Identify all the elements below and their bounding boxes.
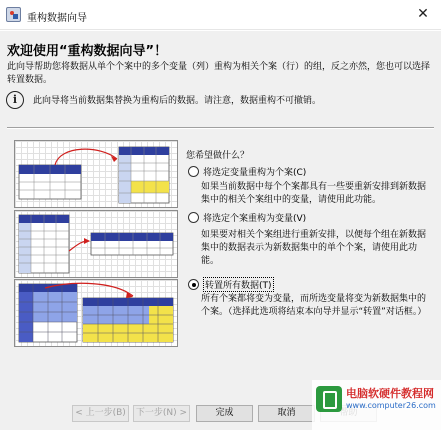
radio-variables-to-cases[interactable] xyxy=(188,166,199,177)
option-variables-to-cases[interactable] xyxy=(188,165,306,178)
page-title: 欢迎使用“重构数据向导”！ xyxy=(7,44,168,59)
watermark-logo-icon xyxy=(316,386,342,412)
option-label-cases-to-variables[interactable]: 将选定个案重构为变量(V) xyxy=(203,214,307,224)
question-label: 您希望做什么？ xyxy=(186,151,250,161)
finish-button[interactable]: 完成 xyxy=(196,405,253,422)
cancel-button[interactable]: 取消 xyxy=(258,405,315,422)
option-label-transpose[interactable]: 转置所有数据(T) xyxy=(203,277,274,292)
illustration-variables-to-cases xyxy=(14,140,178,208)
option-transpose[interactable] xyxy=(188,277,274,292)
separator xyxy=(7,127,434,129)
watermark xyxy=(312,380,441,430)
back-button[interactable]: < 上一步(B) xyxy=(72,405,129,422)
window-title: 重构数据向导 xyxy=(27,13,87,24)
next-button[interactable]: 下一步(N) > xyxy=(133,405,190,422)
wizard-content xyxy=(0,31,441,396)
option-description-transpose: 所有个案都将变为变量，而所选变量将变为新数据集中的个案。（选择此选项将结束本向导并显示“转置”对话框。） xyxy=(201,294,427,317)
title-bar xyxy=(0,0,441,30)
watermark-title: 电脑软硬件教程网 xyxy=(346,387,434,400)
radio-transpose[interactable] xyxy=(188,279,199,290)
intro-text: 此向导帮助您将数据从单个个案中的多个变量（列）重构为相关个案（行）的组，反之亦然，您也可以选择转置数据。 xyxy=(7,62,431,85)
info-text: 此向导将当前数据集替换为重构后的数据。请注意，数据重构不可撤销。 xyxy=(33,96,322,106)
info-icon: i xyxy=(6,91,24,109)
option-cases-to-variables[interactable] xyxy=(188,211,306,224)
option-description-cases-to-variables: 如果要对相关个案组进行重新安排，以便每个组在新数据集中的数据表示为新数据集中的单个个案，请使用此功能。 xyxy=(201,230,427,266)
radio-cases-to-variables[interactable] xyxy=(188,212,199,223)
watermark-url: www.computer26.com xyxy=(346,401,436,410)
illustration-cases-to-variables xyxy=(14,210,178,278)
option-label-variables-to-cases[interactable]: 将选定变量重构为个案(C) xyxy=(203,168,307,178)
option-description-variables-to-cases: 如果当前数据中每个个案都具有一些要重新安排到新数据集中的相关个案组中的变量，请使用此功能。 xyxy=(201,182,427,205)
app-icon xyxy=(6,7,21,22)
illustration-transpose xyxy=(14,279,178,347)
close-icon[interactable]: ✕ xyxy=(417,6,429,22)
